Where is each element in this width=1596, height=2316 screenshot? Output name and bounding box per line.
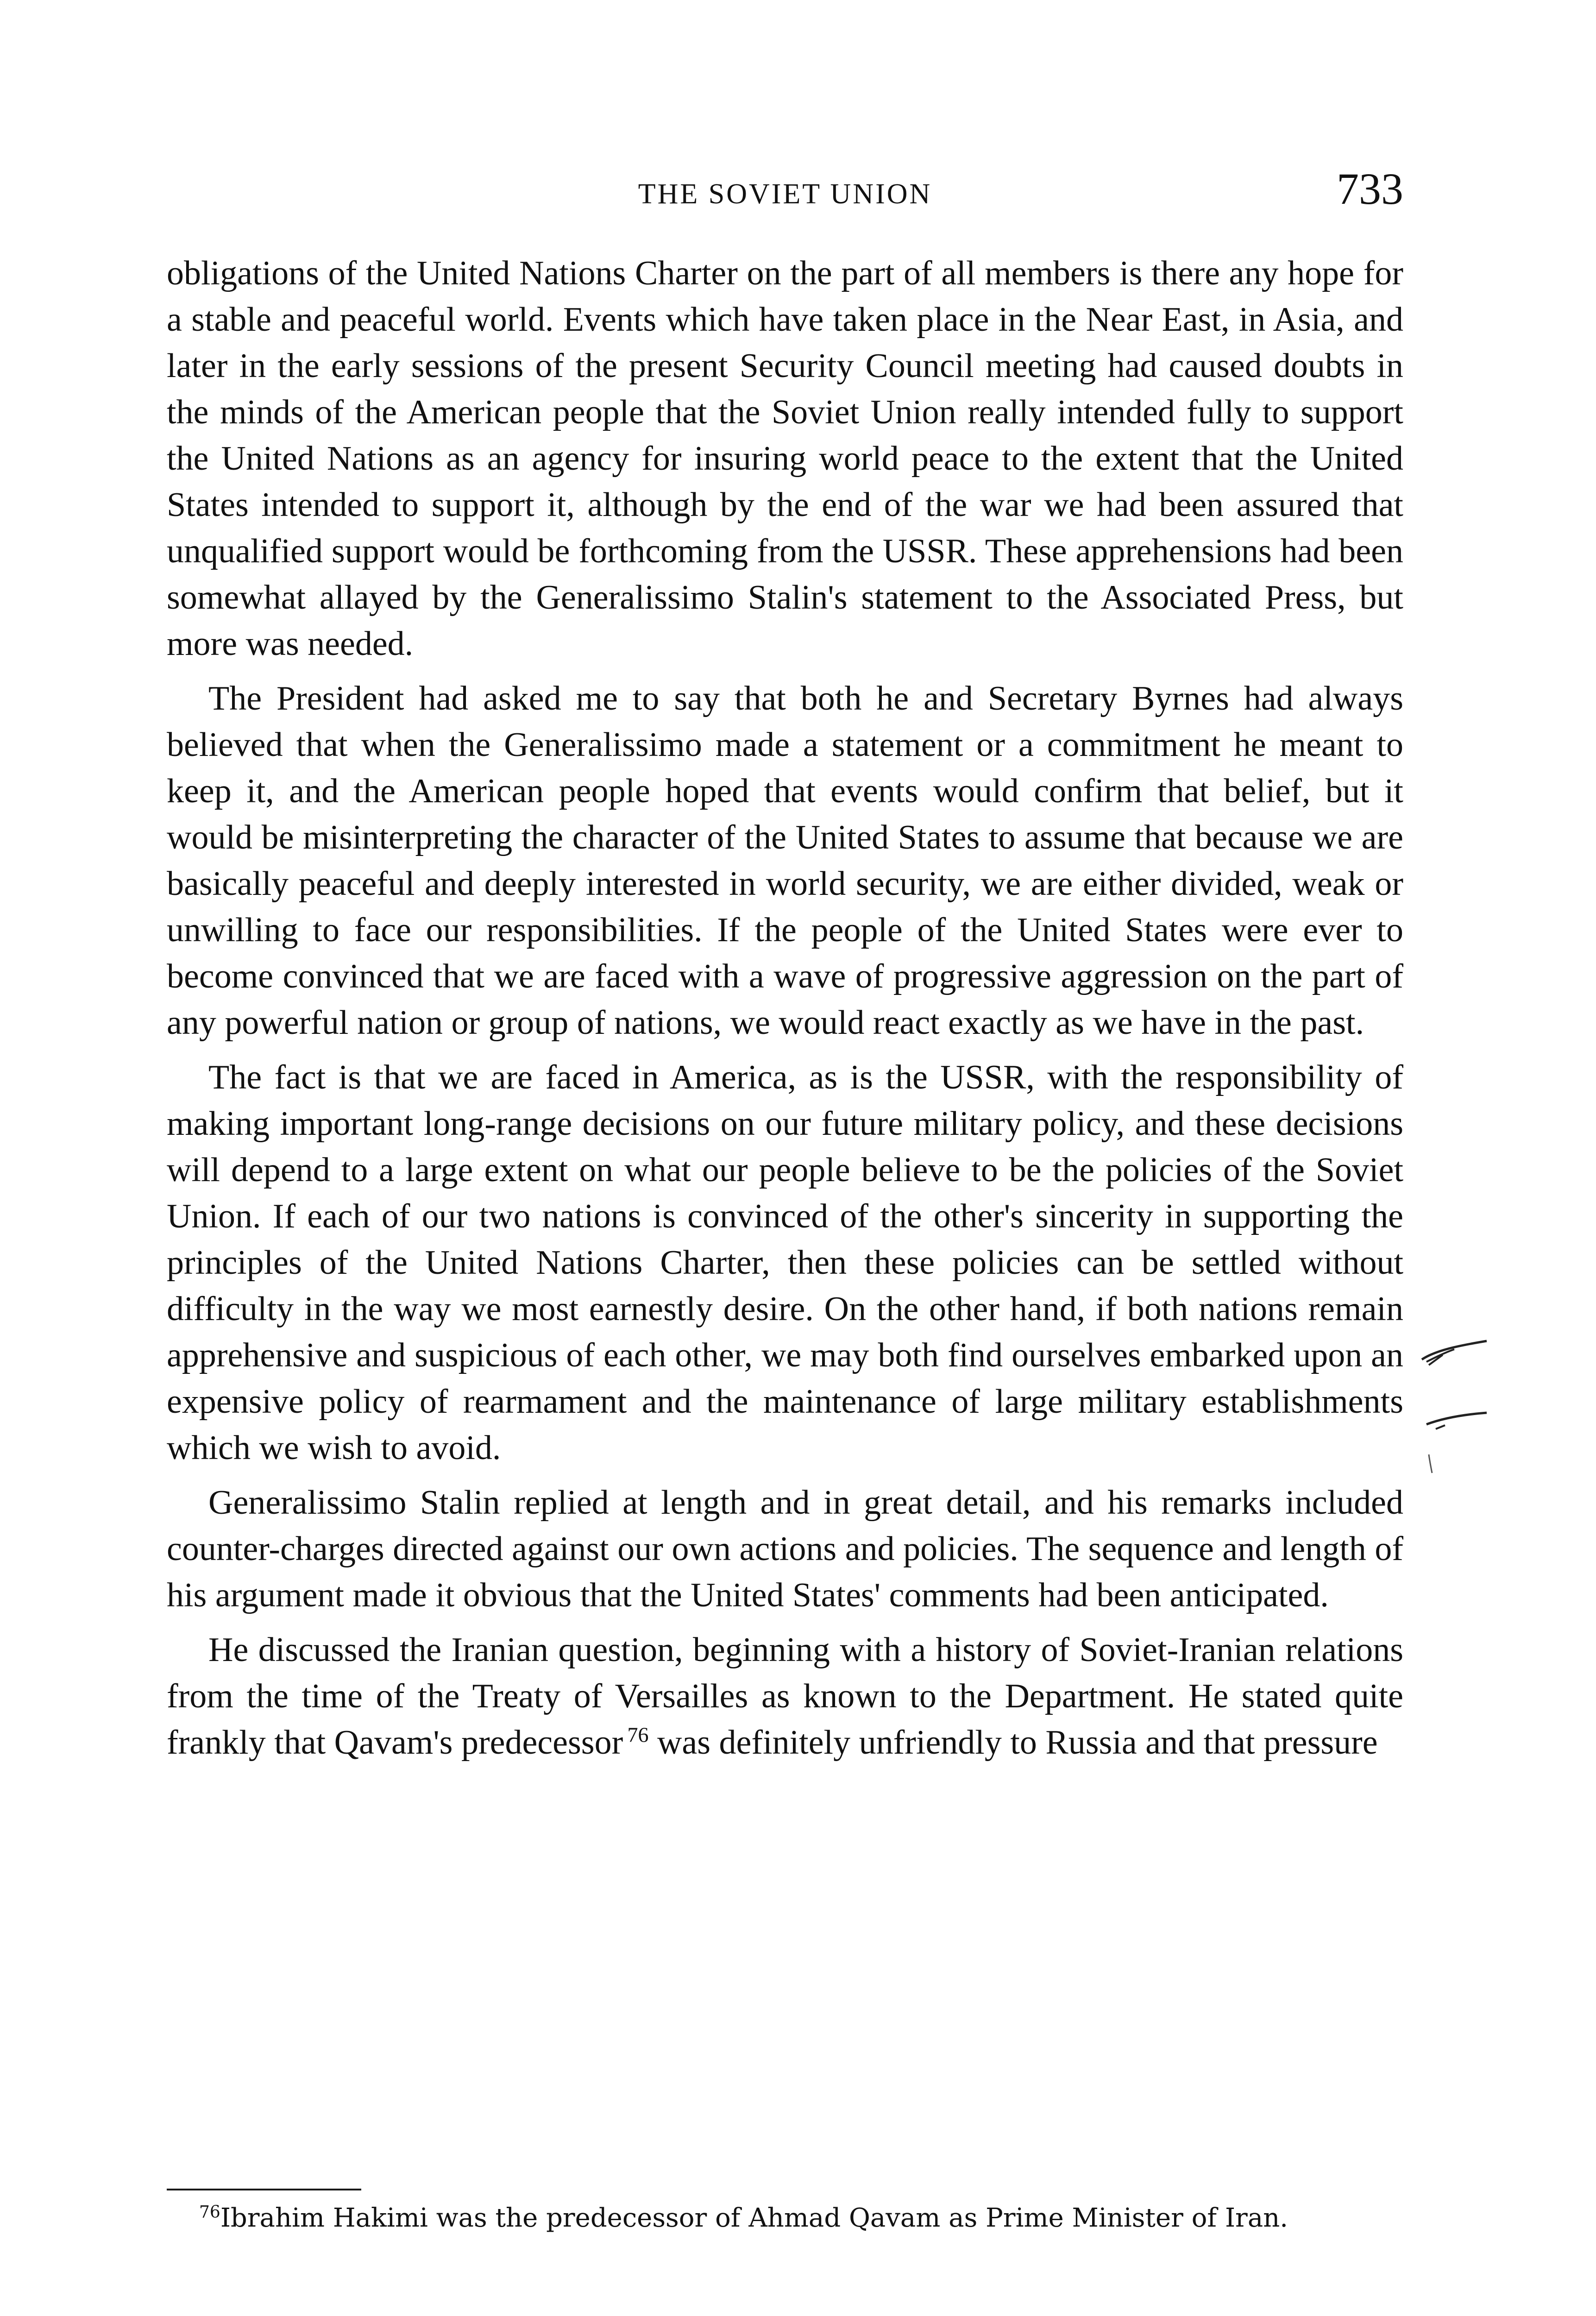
body-text [167, 250, 1403, 1774]
handwritten-margin-mark-icon [1417, 1336, 1491, 1475]
footnote-number: 76 [199, 2203, 220, 2222]
page-number: 733 [1337, 164, 1403, 214]
paragraph-5-continuation: was definitely unfriendly to Russia and that pressure [648, 1724, 1378, 1762]
paragraph-5-text: He discussed the Iranian question, beginning with a history of Soviet-Iranian relations from the time of the Treaty of Versailles as known to the Department. He stated quite frankly that Qavam's predecessor [167, 1631, 1403, 1762]
running-head: THE SOVIET UNION [638, 178, 932, 210]
paragraph-3: The fact is that we are faced in America, as is the USSR, with the responsibility of making important long-range decisions on our future military policy, and these decisions will depend to a large extent on what our people believe to be the policies of the Soviet Union. If each of our two nations is convinced of the other's sincerity in supporting the principles of the United Nations Charter, then these policies can be settled without difficulty in the way we most earnestly desire. On the other hand, if both nations remain apprehensive and suspicious of each other, we may both find ourselves embarked upon an expensive policy of rearmament and the maintenance of large military establishments which we wish to avoid. [167, 1058, 1403, 1467]
paragraph-4: Generalissimo Stalin replied at length and in great detail, and his remarks included counter-charges directed against our own actions and policies. The sequence and length of his argument made it obvious that the United States' comments had been anticipated. [167, 1484, 1403, 1614]
paragraph-1: obligations of the United Nations Charter on the part of all members is there any hope for a stable and peaceful world. Events which have taken place in the Near East, in Asia, and later in the early sessions of the present Security Council meeting had caused doubts in the minds of the American people that the Soviet Union really intended fully to support the United Nations as an agency for insuring world peace to the extent that the United States intended to support it, although by the end of the war we had been assured that unqualified support would be forthcoming from the USSR. These apprehensions had been somewhat allayed by the Generalissimo Stalin's statement to the Associated Press, but more was needed. [167, 254, 1403, 663]
page-header [167, 164, 1403, 222]
footnote-reference [623, 1723, 648, 1746]
footnote-rule [167, 2189, 361, 2190]
footnote-text: Ibrahim Hakimi was the predecessor of Ahmad Qavam as Prime Minister of Iran. [220, 2203, 1288, 2233]
paragraph-2: The President had asked me to say that both he and Secretary Byrnes had always believed that when the Generalissimo made a statement or a commitment he meant to keep it, and the American people hoped that events would confirm that belief, but it would be misinterpreting the character of the United States to assume that because we are basically peaceful and deeply interested in world security, we are either divided, weak or unwilling to face our responsibilities. If the people of the United States were ever to become convinced that we are faced with a wave of progressive aggression on the part of any powerful nation or group of nations, we would react exactly as we have in the past. [167, 680, 1403, 1042]
paragraph-5 [167, 1627, 1403, 1766]
footnote-reference-number: 76 [627, 1723, 649, 1747]
footnote [167, 2201, 1403, 2235]
